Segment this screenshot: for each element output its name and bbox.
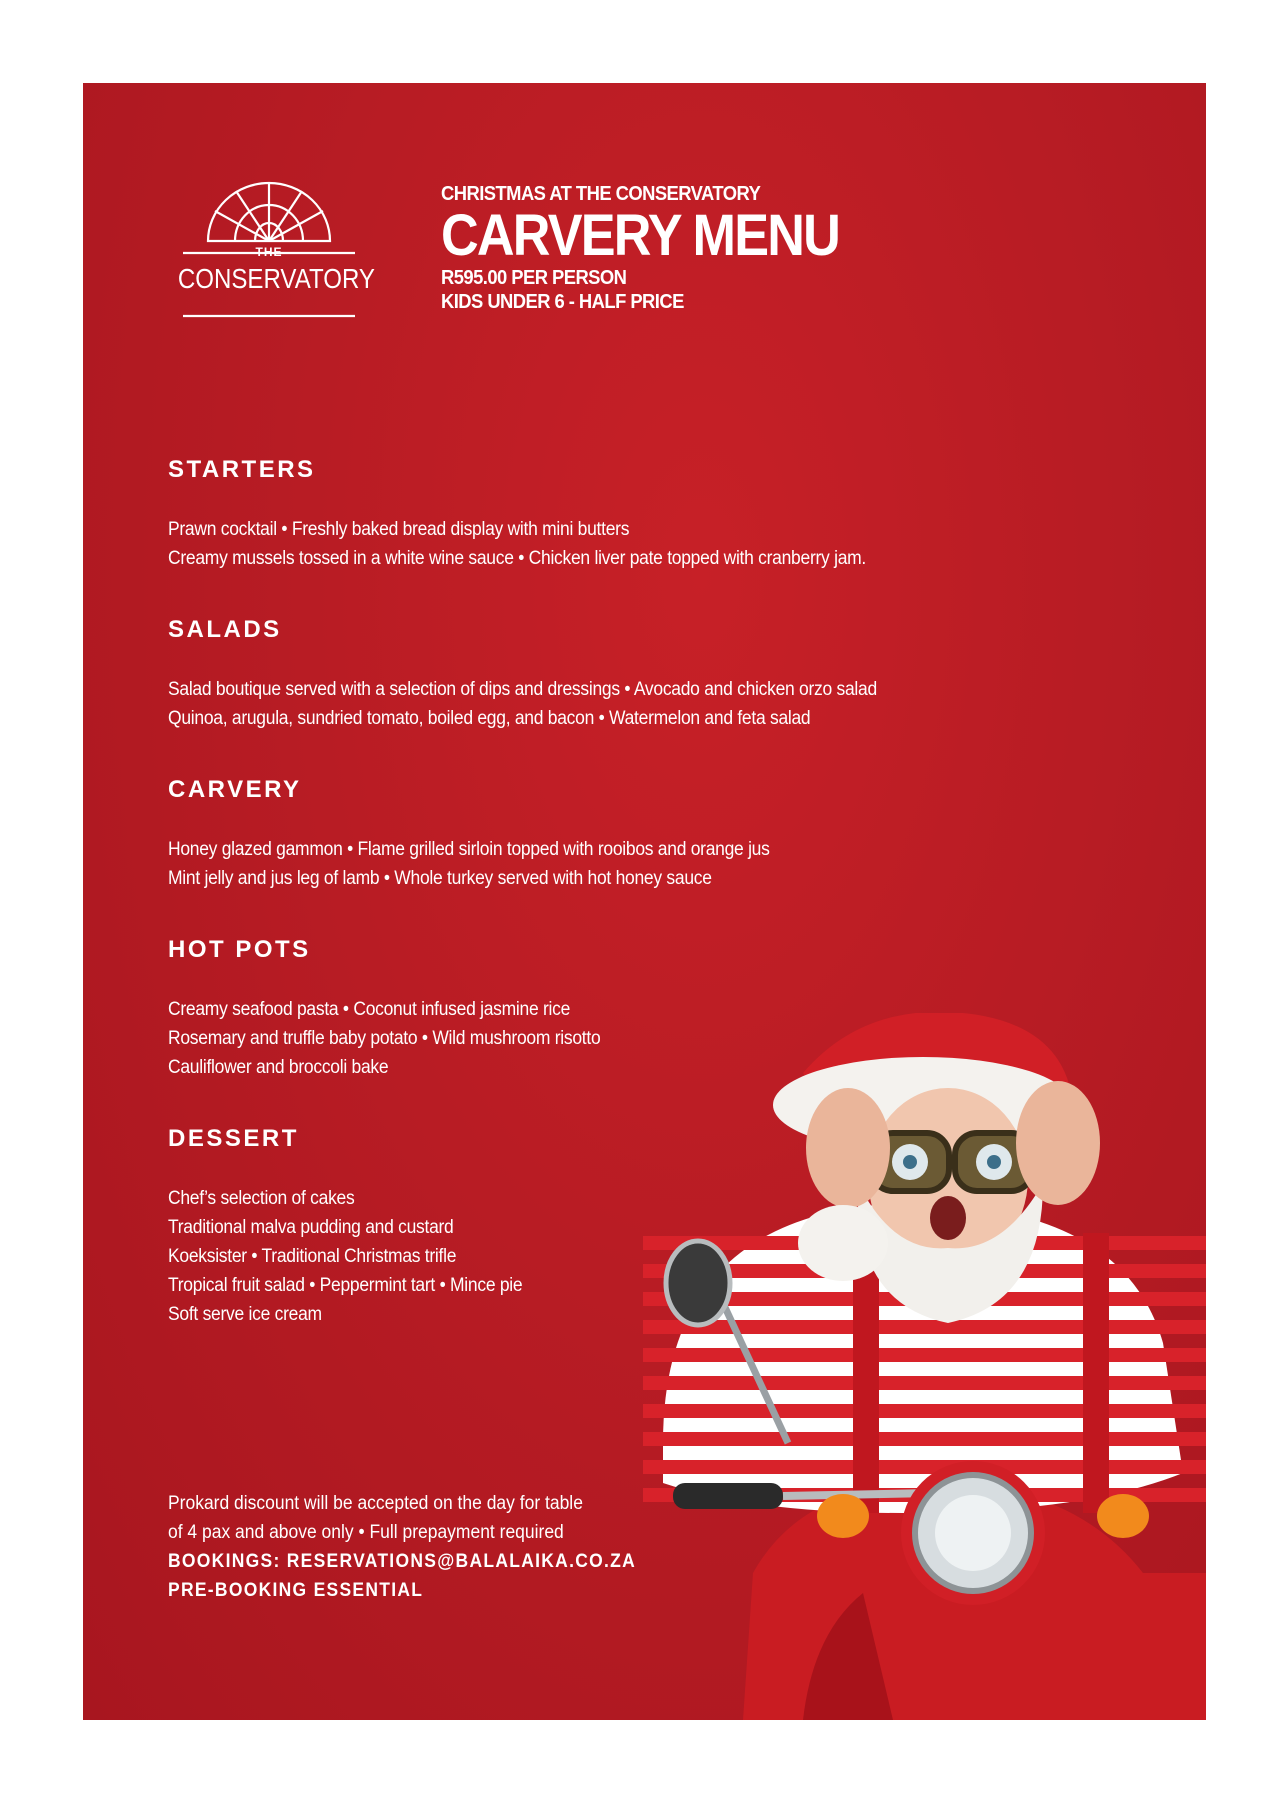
menu-line: Koeksister • Traditional Christmas trifle xyxy=(168,1246,457,1267)
menu-line: Creamy seafood pasta • Coconut infused jasmine rice xyxy=(168,999,571,1020)
menu-line: Creamy mussels tossed in a white wine sauce • Chicken liver pate topped with cranberry jam. xyxy=(168,548,867,569)
bookings-email: BOOKINGS: RESERVATIONS@BALALAIKA.CO.ZA xyxy=(168,1551,637,1572)
santa-scooter-illustration xyxy=(603,1013,1206,1720)
menu-title: CARVERY MENU xyxy=(441,203,840,268)
footer-note-1: Prokard discount will be accepted on the day for table xyxy=(168,1493,583,1514)
logo-name: CONSERVATORY xyxy=(177,263,375,294)
menu-subtitle: CHRISTMAS AT THE CONSERVATORY xyxy=(441,183,761,205)
menu-line: Cauliflower and broccoli bake xyxy=(168,1057,389,1078)
section-carvery xyxy=(168,773,1028,893)
menu-line: Rosemary and truffle baby potato • Wild mushroom risotto xyxy=(168,1028,601,1049)
section-title: SALADS xyxy=(168,616,282,643)
menu-line: Tropical fruit salad • Peppermint tart • Mince pie xyxy=(168,1275,523,1296)
section-starters xyxy=(168,453,1028,573)
prebooking-note: PRE-BOOKING ESSENTIAL xyxy=(168,1580,424,1601)
menu-line: Mint jelly and jus leg of lamb • Whole turkey served with hot honey sauce xyxy=(168,868,712,889)
section-title: CARVERY xyxy=(168,776,302,803)
footer-note-2: of 4 pax and above only • Full prepayment required xyxy=(168,1522,564,1543)
menu-footer xyxy=(168,1489,677,1605)
conservatory-logo xyxy=(163,179,375,319)
menu-line: Chef’s selection of cakes xyxy=(168,1188,355,1209)
menu-price: R595.00 PER PERSON xyxy=(441,267,627,289)
logo-the: THE xyxy=(255,245,283,259)
menu-line: Quinoa, arugula, sundried tomato, boiled egg, and bacon • Watermelon and feta salad xyxy=(168,708,811,729)
section-title: STARTERS xyxy=(168,456,316,483)
menu-header xyxy=(441,183,883,314)
menu-line: Soft serve ice cream xyxy=(168,1304,322,1325)
menu-poster xyxy=(83,83,1206,1720)
section-salads xyxy=(168,613,1028,733)
menu-line: Honey glazed gammon • Flame grilled sirloin topped with rooibos and orange jus xyxy=(168,839,770,860)
menu-line: Traditional malva pudding and custard xyxy=(168,1217,454,1238)
section-title: HOT POTS xyxy=(168,936,311,963)
section-title: DESSERT xyxy=(168,1125,299,1152)
menu-line: Salad boutique served with a selection of dips and dressings • Avocado and chicken orzo salad xyxy=(168,679,877,700)
menu-line: Prawn cocktail • Freshly baked bread display with mini butters xyxy=(168,519,630,540)
menu-kids-price: KIDS UNDER 6 - HALF PRICE xyxy=(441,291,684,313)
